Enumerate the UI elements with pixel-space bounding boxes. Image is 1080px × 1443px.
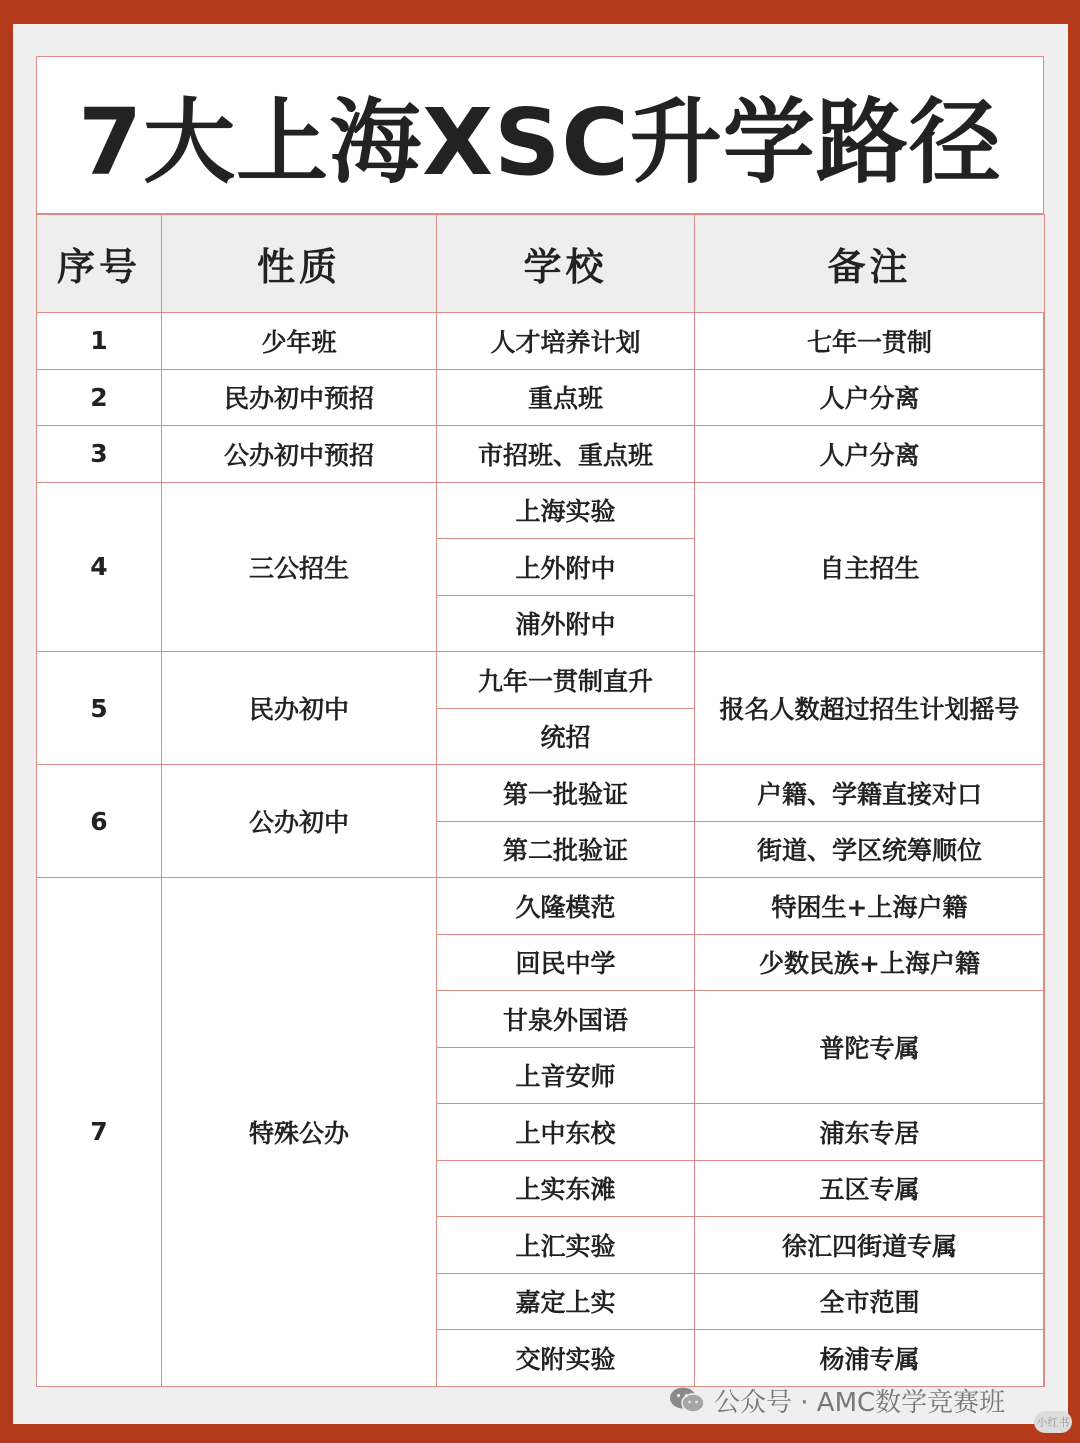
table-header-row xyxy=(37,215,1045,313)
cell-school: 甘泉外国语 xyxy=(437,991,695,1048)
cell-note: 自主招生 xyxy=(695,482,1045,652)
cell-note: 户籍、学籍直接对口 xyxy=(695,765,1045,822)
table-row xyxy=(37,652,1045,709)
cell-type: 特殊公办 xyxy=(162,878,437,1387)
cell-school: 第一批验证 xyxy=(437,765,695,822)
cell-school: 交附实验 xyxy=(437,1330,695,1387)
cell-note: 七年一贯制 xyxy=(695,313,1045,370)
cell-school: 上实东滩 xyxy=(437,1160,695,1217)
cell-school: 上海实验 xyxy=(437,482,695,539)
watermark-text: 公众号 · AMC数学竞赛班 xyxy=(714,1387,1006,1418)
table-row xyxy=(37,313,1045,370)
cell-type: 公办初中预招 xyxy=(162,426,437,483)
cell-note: 报名人数超过招生计划摇号 xyxy=(695,652,1045,765)
table-row xyxy=(37,369,1045,426)
table-row xyxy=(37,765,1045,822)
cell-number: 4 xyxy=(37,482,162,652)
table-row xyxy=(37,482,1045,539)
cell-school: 久隆模范 xyxy=(437,878,695,935)
cell-number: 1 xyxy=(37,313,162,370)
cell-note: 少数民族+上海户籍 xyxy=(695,934,1045,991)
table-row xyxy=(37,878,1045,935)
cell-school: 上汇实验 xyxy=(437,1217,695,1274)
cell-note: 人户分离 xyxy=(695,369,1045,426)
cell-type: 三公招生 xyxy=(162,482,437,652)
cell-note: 人户分离 xyxy=(695,426,1045,483)
cell-type: 民办初中预招 xyxy=(162,369,437,426)
cell-school: 市招班、重点班 xyxy=(437,426,695,483)
admission-table xyxy=(36,214,1045,1387)
cell-number: 2 xyxy=(37,369,162,426)
wechat-icon xyxy=(668,1385,706,1415)
header-cell: 序号 xyxy=(37,215,162,313)
header-cell: 学校 xyxy=(437,215,695,313)
watermark xyxy=(668,1378,1005,1422)
table-body xyxy=(37,313,1045,1387)
cell-note: 杨浦专属 xyxy=(695,1330,1045,1387)
cell-note: 全市范围 xyxy=(695,1273,1045,1330)
cell-note: 浦东专居 xyxy=(695,1104,1045,1161)
header-cell: 性质 xyxy=(162,215,437,313)
cell-school: 重点班 xyxy=(437,369,695,426)
cell-note: 徐汇四街道专属 xyxy=(695,1217,1045,1274)
cell-note: 街道、学区统筹顺位 xyxy=(695,821,1045,878)
cell-school: 回民中学 xyxy=(437,934,695,991)
cell-note: 特困生+上海户籍 xyxy=(695,878,1045,935)
cell-type: 公办初中 xyxy=(162,765,437,878)
page-title: 7大上海XSC升学路径 xyxy=(36,56,1044,214)
cell-school: 上外附中 xyxy=(437,539,695,596)
cell-school: 第二批验证 xyxy=(437,821,695,878)
cell-school: 九年一贯制直升 xyxy=(437,652,695,709)
cell-note: 五区专属 xyxy=(695,1160,1045,1217)
cell-note: 普陀专属 xyxy=(695,991,1045,1104)
cell-type: 民办初中 xyxy=(162,652,437,765)
cell-school: 人才培养计划 xyxy=(437,313,695,370)
cell-school: 上音安师 xyxy=(437,1047,695,1104)
cell-school: 统招 xyxy=(437,708,695,765)
cell-school: 嘉定上实 xyxy=(437,1273,695,1330)
cell-number: 7 xyxy=(37,878,162,1387)
header-cell: 备注 xyxy=(695,215,1045,313)
cell-school: 上中东校 xyxy=(437,1104,695,1161)
platform-stamp: 小红书 xyxy=(1034,1411,1072,1433)
cell-number: 3 xyxy=(37,426,162,483)
table-row xyxy=(37,426,1045,483)
cell-number: 6 xyxy=(37,765,162,878)
cell-school: 浦外附中 xyxy=(437,595,695,652)
cell-number: 5 xyxy=(37,652,162,765)
cell-type: 少年班 xyxy=(162,313,437,370)
